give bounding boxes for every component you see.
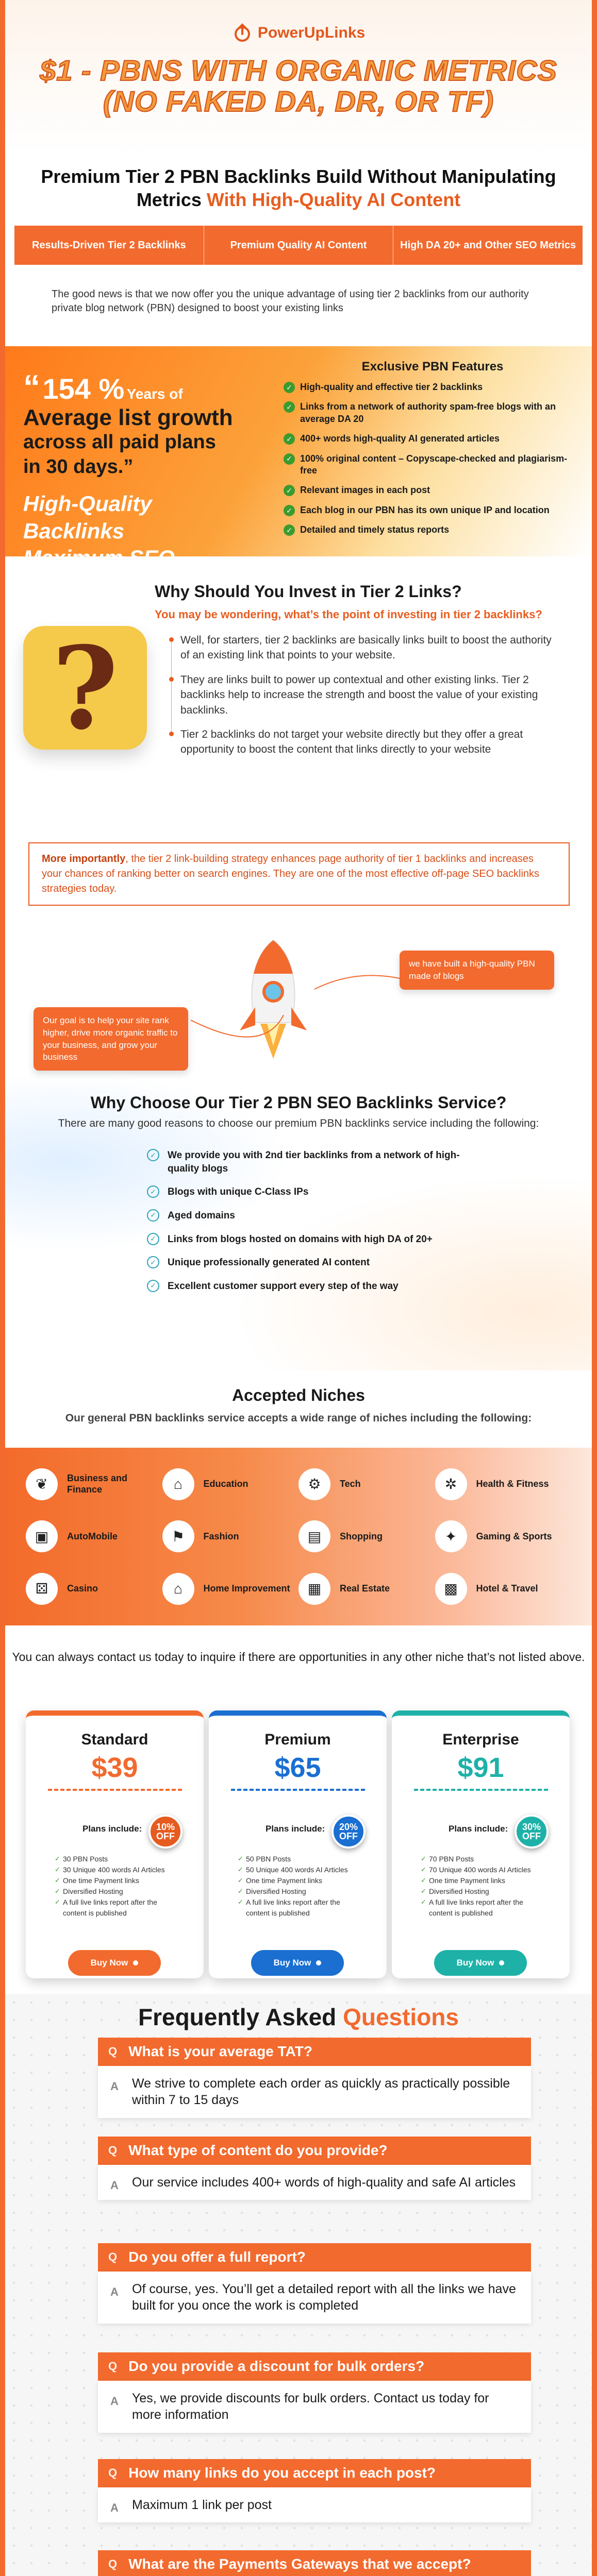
building-icon: ▦ (299, 1573, 330, 1605)
choose-text: Links from blogs hosted on domains with high DA of 20+ (168, 1233, 433, 1245)
plan-feature: ✓ A full live links report after the content is published (238, 1897, 361, 1919)
faq-title (5, 1994, 592, 2031)
divider (231, 1789, 365, 1791)
quote-mark: “ (23, 368, 40, 406)
logo[interactable] (232, 23, 365, 43)
check-icon: ✓ (284, 433, 295, 445)
divider (48, 1789, 182, 1791)
dumbbell-icon: ✲ (435, 1468, 467, 1500)
dice-icon: ⚄ (26, 1573, 58, 1605)
plan-feature: ✓ A full live links report after the content is published (421, 1897, 544, 1919)
discount-badge: 30% OFF (515, 1815, 549, 1849)
plan-name: Enterprise (442, 1731, 519, 1748)
features-title: Exclusive PBN Features (361, 360, 504, 374)
niche-item (435, 1563, 572, 1615)
check-icon: ✓ (284, 382, 295, 393)
niche-label: Education (203, 1479, 248, 1489)
plan-price: $39 (91, 1752, 138, 1783)
logo-text: PowerUpLinks (257, 24, 366, 41)
faq-question[interactable] (98, 2550, 531, 2576)
feature-bar-item: High DA 20+ and Other SEO Metrics (400, 239, 576, 251)
niche-item (435, 1511, 572, 1563)
hero (5, 0, 592, 155)
niche-item (299, 1563, 435, 1615)
hero-line-1: $1 - PBNS WITH ORGANIC METRICS (40, 54, 557, 87)
stat-across: across all paid plans (23, 431, 216, 453)
choose-text: Excellent customer support every step of the way (168, 1280, 399, 1292)
faq-title-main: Frequently Asked (138, 2004, 337, 2030)
feature-item (284, 433, 582, 445)
plan-price: $65 (274, 1752, 321, 1783)
faq-item (98, 2038, 531, 2118)
a-marker: A (110, 2079, 119, 2093)
check-circle-icon: ✓ (147, 1280, 159, 1292)
why-subtitle: You may be wondering, what’s the point of investing in tier 2 backlinks? (155, 608, 542, 621)
faq-question[interactable] (98, 2137, 531, 2165)
feature-bar-item: Results-Driven Tier 2 Backlinks (14, 226, 204, 265)
a-marker: A (110, 2178, 119, 2192)
check-icon: ✓ (284, 524, 295, 536)
plan-price: $91 (457, 1752, 504, 1783)
choose-text: Aged domains (168, 1210, 235, 1221)
feature-bar-item: Premium Quality AI Content (204, 226, 394, 265)
niche-item (162, 1563, 299, 1615)
faq-item (98, 2243, 531, 2324)
niche-label: Tech (340, 1479, 361, 1489)
faq-item (98, 2352, 531, 2433)
buy-now-button[interactable] (434, 1950, 527, 1976)
feature-text: 100% original content – Copyscape-checked and plagiarism-free (300, 453, 568, 476)
choose-lead: There are many good reasons to choose our premium PBN backlinks service including the following: (58, 1117, 539, 1129)
a-marker: A (110, 2394, 119, 2408)
choose-item (147, 1149, 467, 1175)
divider (414, 1789, 548, 1791)
q-marker: Q (108, 2250, 118, 2264)
q-marker: Q (108, 2360, 118, 2373)
faq-answer-text: We strive to complete each order as quickly as practically possible within 7 to 15 days (132, 2076, 510, 2108)
q-marker: Q (108, 2557, 118, 2571)
faq-answer (98, 2381, 531, 2433)
faq-question-text: What are the Payments Gateways that we accept? (128, 2556, 471, 2572)
niche-item (299, 1458, 435, 1511)
faq-question[interactable] (98, 2352, 531, 2381)
plan-feature: ✓ 50 Unique 400 words AI Articles (238, 1865, 361, 1875)
exclusive-features (273, 346, 592, 556)
check-circle-icon: ✓ (147, 1149, 159, 1161)
cart-icon: ▤ (299, 1520, 330, 1552)
niche-item (435, 1458, 572, 1511)
buy-label: Buy Now (90, 1958, 128, 1968)
check-icon: ✓ (284, 401, 295, 413)
buy-now-button[interactable] (251, 1950, 344, 1976)
plan-name: Standard (81, 1731, 148, 1748)
plan-includes-label: Plans include: (449, 1824, 508, 1834)
feature-item (284, 504, 582, 516)
note-text: , the tier 2 link-building strategy enhances page authority of tier 1 backlinks and increases your chances of ranking better on search engines. They are one of the most effective off-page SEO backlinks strategies today. (42, 853, 540, 894)
plan-feature: ✓ Diversified Hosting (421, 1886, 544, 1897)
feature-text: Detailed and timely status reports (300, 524, 450, 535)
plan-name: Premium (264, 1731, 331, 1748)
plan-feature: ✓ One time Payment links (238, 1875, 361, 1886)
plan-features (55, 1854, 178, 1919)
plan-card (209, 1710, 387, 1978)
choose-title: Why Choose Our Tier 2 PBN SEO Backlinks Service? (90, 1093, 507, 1112)
niche-label: Home Improvement (203, 1583, 290, 1594)
check-circle-icon: ✓ (147, 1233, 159, 1245)
page-title-main: Premium Tier 2 PBN Backlinks Build Without Manipulating Metrics (41, 166, 556, 210)
plan-feature: ✓ Diversified Hosting (238, 1886, 361, 1897)
plan-features (238, 1854, 361, 1919)
hero-line-2: (NO FAKED DA, DR, OR TF) (103, 85, 494, 118)
niche-label: Business and Finance (67, 1473, 128, 1495)
question-mark-icon: ? (23, 626, 147, 750)
check-icon: ✓ (284, 505, 295, 516)
choose-text: Unique professionally generated AI content (168, 1257, 370, 1268)
choose-text: We provide you with 2nd tier backlinks from a network of high-quality blogs (168, 1150, 460, 1174)
choose-item (147, 1185, 467, 1199)
callout-goal: Our goal is to help your site rank higher, drive more organic traffic to your business, and grow your business (34, 1007, 188, 1071)
plan-feature: ✓ 30 PBN Posts (55, 1854, 178, 1865)
niche-label: Health & Fitness (476, 1479, 549, 1489)
pricing-section (5, 1710, 592, 1994)
plan-feature: ✓ 50 PBN Posts (238, 1854, 361, 1865)
feature-item (284, 381, 582, 393)
niche-item (162, 1511, 299, 1563)
plan-feature: ✓ One time Payment links (421, 1875, 544, 1886)
shirt-icon: ⚑ (162, 1520, 194, 1552)
faq-question[interactable] (98, 2038, 531, 2066)
choose-item (147, 1209, 467, 1223)
q-marker: Q (108, 2045, 118, 2058)
car-icon: ▣ (26, 1520, 58, 1552)
q-marker: Q (108, 2144, 118, 2157)
faq-question-text: Do you offer a full report? (128, 2249, 306, 2265)
feature-text: High-quality and effective tier 2 backlinks (300, 382, 483, 392)
plan-card (392, 1710, 570, 1978)
faq-question-text: How many links do you accept in each post? (128, 2465, 436, 2481)
faq-answer-text: Maximum 1 link per post (132, 2497, 272, 2512)
why-point: Tier 2 backlinks do not target your website directly but they offer a great opportunity to boost the content that links directly to your website (169, 727, 561, 757)
stats-quote (5, 346, 273, 597)
stat-tag-2: Maximum SEO Impact! (23, 546, 175, 597)
hero-headline (5, 55, 592, 117)
niche-item (299, 1511, 435, 1563)
feature-text: 400+ words high-quality AI generated articles (300, 433, 500, 444)
niche-label: AutoMobile (67, 1531, 118, 1541)
plan-includes-label: Plans include: (266, 1824, 325, 1834)
why-point: They are links built to power up contextual and other existing links. Tier 2 backlinks help to increase the strength and boost the value of your existing backlinks. (169, 672, 561, 718)
plan-card (26, 1710, 204, 1978)
callout-pbn: we have built a high-quality PBN made of blogs (400, 951, 554, 990)
choose-item (147, 1256, 467, 1269)
discount-badge: 10% OFF (148, 1815, 183, 1849)
discount-badge: 20% OFF (331, 1815, 366, 1849)
niches-contact: You can always contact us today to inquire if there are opportunities in any other niche that’s not listed above. (12, 1650, 585, 1664)
choose-list (147, 1149, 467, 1303)
niches-lead: Our general PBN backlinks service accepts a wide range of niches including the following: (65, 1412, 532, 1424)
faq-answer (98, 2272, 531, 2324)
check-icon: ✓ (284, 485, 295, 496)
niche-item (162, 1458, 299, 1511)
plan-features (421, 1854, 544, 1919)
niches-title: Accepted Niches (232, 1386, 365, 1404)
plan-feature: ✓ Diversified Hosting (55, 1886, 178, 1897)
handshake-icon: ❦ (26, 1468, 58, 1500)
check-circle-icon: ✓ (147, 1185, 159, 1198)
choose-item (147, 1233, 467, 1246)
plan-feature: ✓ 70 Unique 400 words AI Articles (421, 1865, 544, 1875)
why-point: Well, for starters, tier 2 backlinks are basically links built to boost the authority of an existing link that points to your website. (169, 633, 561, 663)
why-title: Why Should You Invest in Tier 2 Links? (155, 582, 462, 601)
faq-item (98, 2137, 531, 2200)
faq-answer (98, 2165, 531, 2200)
choose-item (147, 1280, 467, 1293)
button-dot-icon (133, 1960, 138, 1965)
page-title-accent: With High-Quality AI Content (206, 189, 461, 210)
feature-item (284, 524, 582, 536)
hotel-icon: ▩ (435, 1573, 467, 1605)
niche-grid (5, 1448, 592, 1625)
faq-question-text: What type of content do you provide? (128, 2142, 388, 2158)
buy-label: Buy Now (273, 1958, 311, 1968)
feature-item (284, 401, 582, 425)
feature-item (284, 453, 582, 477)
page-title (26, 165, 571, 211)
plan-feature: ✓ 30 Unique 400 words AI Articles (55, 1865, 178, 1875)
niche-label: Shopping (340, 1531, 383, 1541)
feature-bar (14, 226, 583, 265)
stat-years: Years of (126, 386, 183, 402)
niche-label: Gaming & Sports (476, 1531, 552, 1541)
faq-item (98, 2550, 531, 2576)
plan-includes-label: Plans include: (82, 1824, 142, 1834)
check-circle-icon: ✓ (147, 1256, 159, 1268)
feature-text: Each blog in our PBN has its own unique IP and location (300, 504, 550, 515)
plan-feature: ✓ A full live links report after the content is published (55, 1897, 178, 1919)
q-marker: Q (108, 2466, 118, 2480)
feature-text: Relevant images in each post (300, 485, 430, 496)
faq-answer-text: Of course, yes. You’ll get a detailed report with all the links we have built for you once the work is completed (132, 2281, 516, 2313)
niche-item (26, 1458, 162, 1511)
check-circle-icon: ✓ (147, 1209, 159, 1222)
faq-answer-text: Yes, we provide discounts for bulk orders. Contact us today for more information (132, 2391, 489, 2422)
why-invest-section (5, 556, 592, 1072)
title-block (5, 155, 592, 211)
plan-feature: ✓ One time Payment links (55, 1875, 178, 1886)
niche-label: Real Estate (340, 1583, 390, 1594)
a-marker: A (110, 2285, 119, 2298)
feature-item (284, 484, 582, 496)
graduation-cap-icon: ⌂ (162, 1468, 194, 1500)
why-choose-section (5, 1072, 592, 1370)
stat-days: in 30 days.” (23, 455, 134, 478)
why-list (169, 633, 561, 767)
choose-text: Blogs with unique C-Class IPs (168, 1187, 309, 1198)
button-dot-icon (316, 1960, 321, 1965)
check-icon: ✓ (284, 453, 295, 465)
house-icon: ⌂ (162, 1573, 194, 1605)
faq-answer (98, 2487, 531, 2523)
faq-question-text: What is your average TAT? (128, 2043, 312, 2059)
faq-answer-text: Our service includes 400+ words of high-quality and safe AI articles (132, 2175, 516, 2190)
a-marker: A (110, 2501, 119, 2514)
niche-label: Fashion (203, 1531, 239, 1541)
niches-section (5, 1370, 592, 1710)
faq-section (5, 1994, 592, 2576)
important-note (28, 842, 570, 906)
faq-question[interactable] (98, 2459, 531, 2487)
plan-feature: ✓ 70 PBN Posts (421, 1854, 544, 1865)
faq-question-text: Do you provide a discount for bulk orders? (128, 2358, 425, 2374)
faq-answer (98, 2066, 531, 2118)
intro-text: The good news is that we now offer you the unique advantage of using tier 2 backlinks from our authority private blog network (PBN) designed to boost your existing links (52, 289, 529, 314)
logo-icon (232, 23, 253, 43)
faq-item (98, 2459, 531, 2522)
feature-text: Links from a network of authority spam-free blogs with an average DA 20 (300, 401, 556, 424)
faq-title-accent: Questions (343, 2004, 459, 2030)
niche-label: Hotel & Travel (476, 1583, 538, 1594)
stat-headline: Average list growth (23, 405, 233, 430)
niche-label: Casino (67, 1583, 98, 1594)
stat-percent: 154 % (42, 372, 125, 405)
buy-now-button[interactable] (68, 1950, 161, 1976)
faq-question[interactable] (98, 2243, 531, 2272)
stat-tag-1: High-Quality Backlinks (23, 492, 152, 543)
gamepad-icon: ✦ (435, 1520, 467, 1552)
button-dot-icon (499, 1960, 504, 1965)
circuit-icon: ⚙ (299, 1468, 330, 1500)
note-bold: More importantly (42, 853, 126, 865)
niche-item (26, 1511, 162, 1563)
buy-label: Buy Now (456, 1958, 494, 1968)
niche-item (26, 1563, 162, 1615)
